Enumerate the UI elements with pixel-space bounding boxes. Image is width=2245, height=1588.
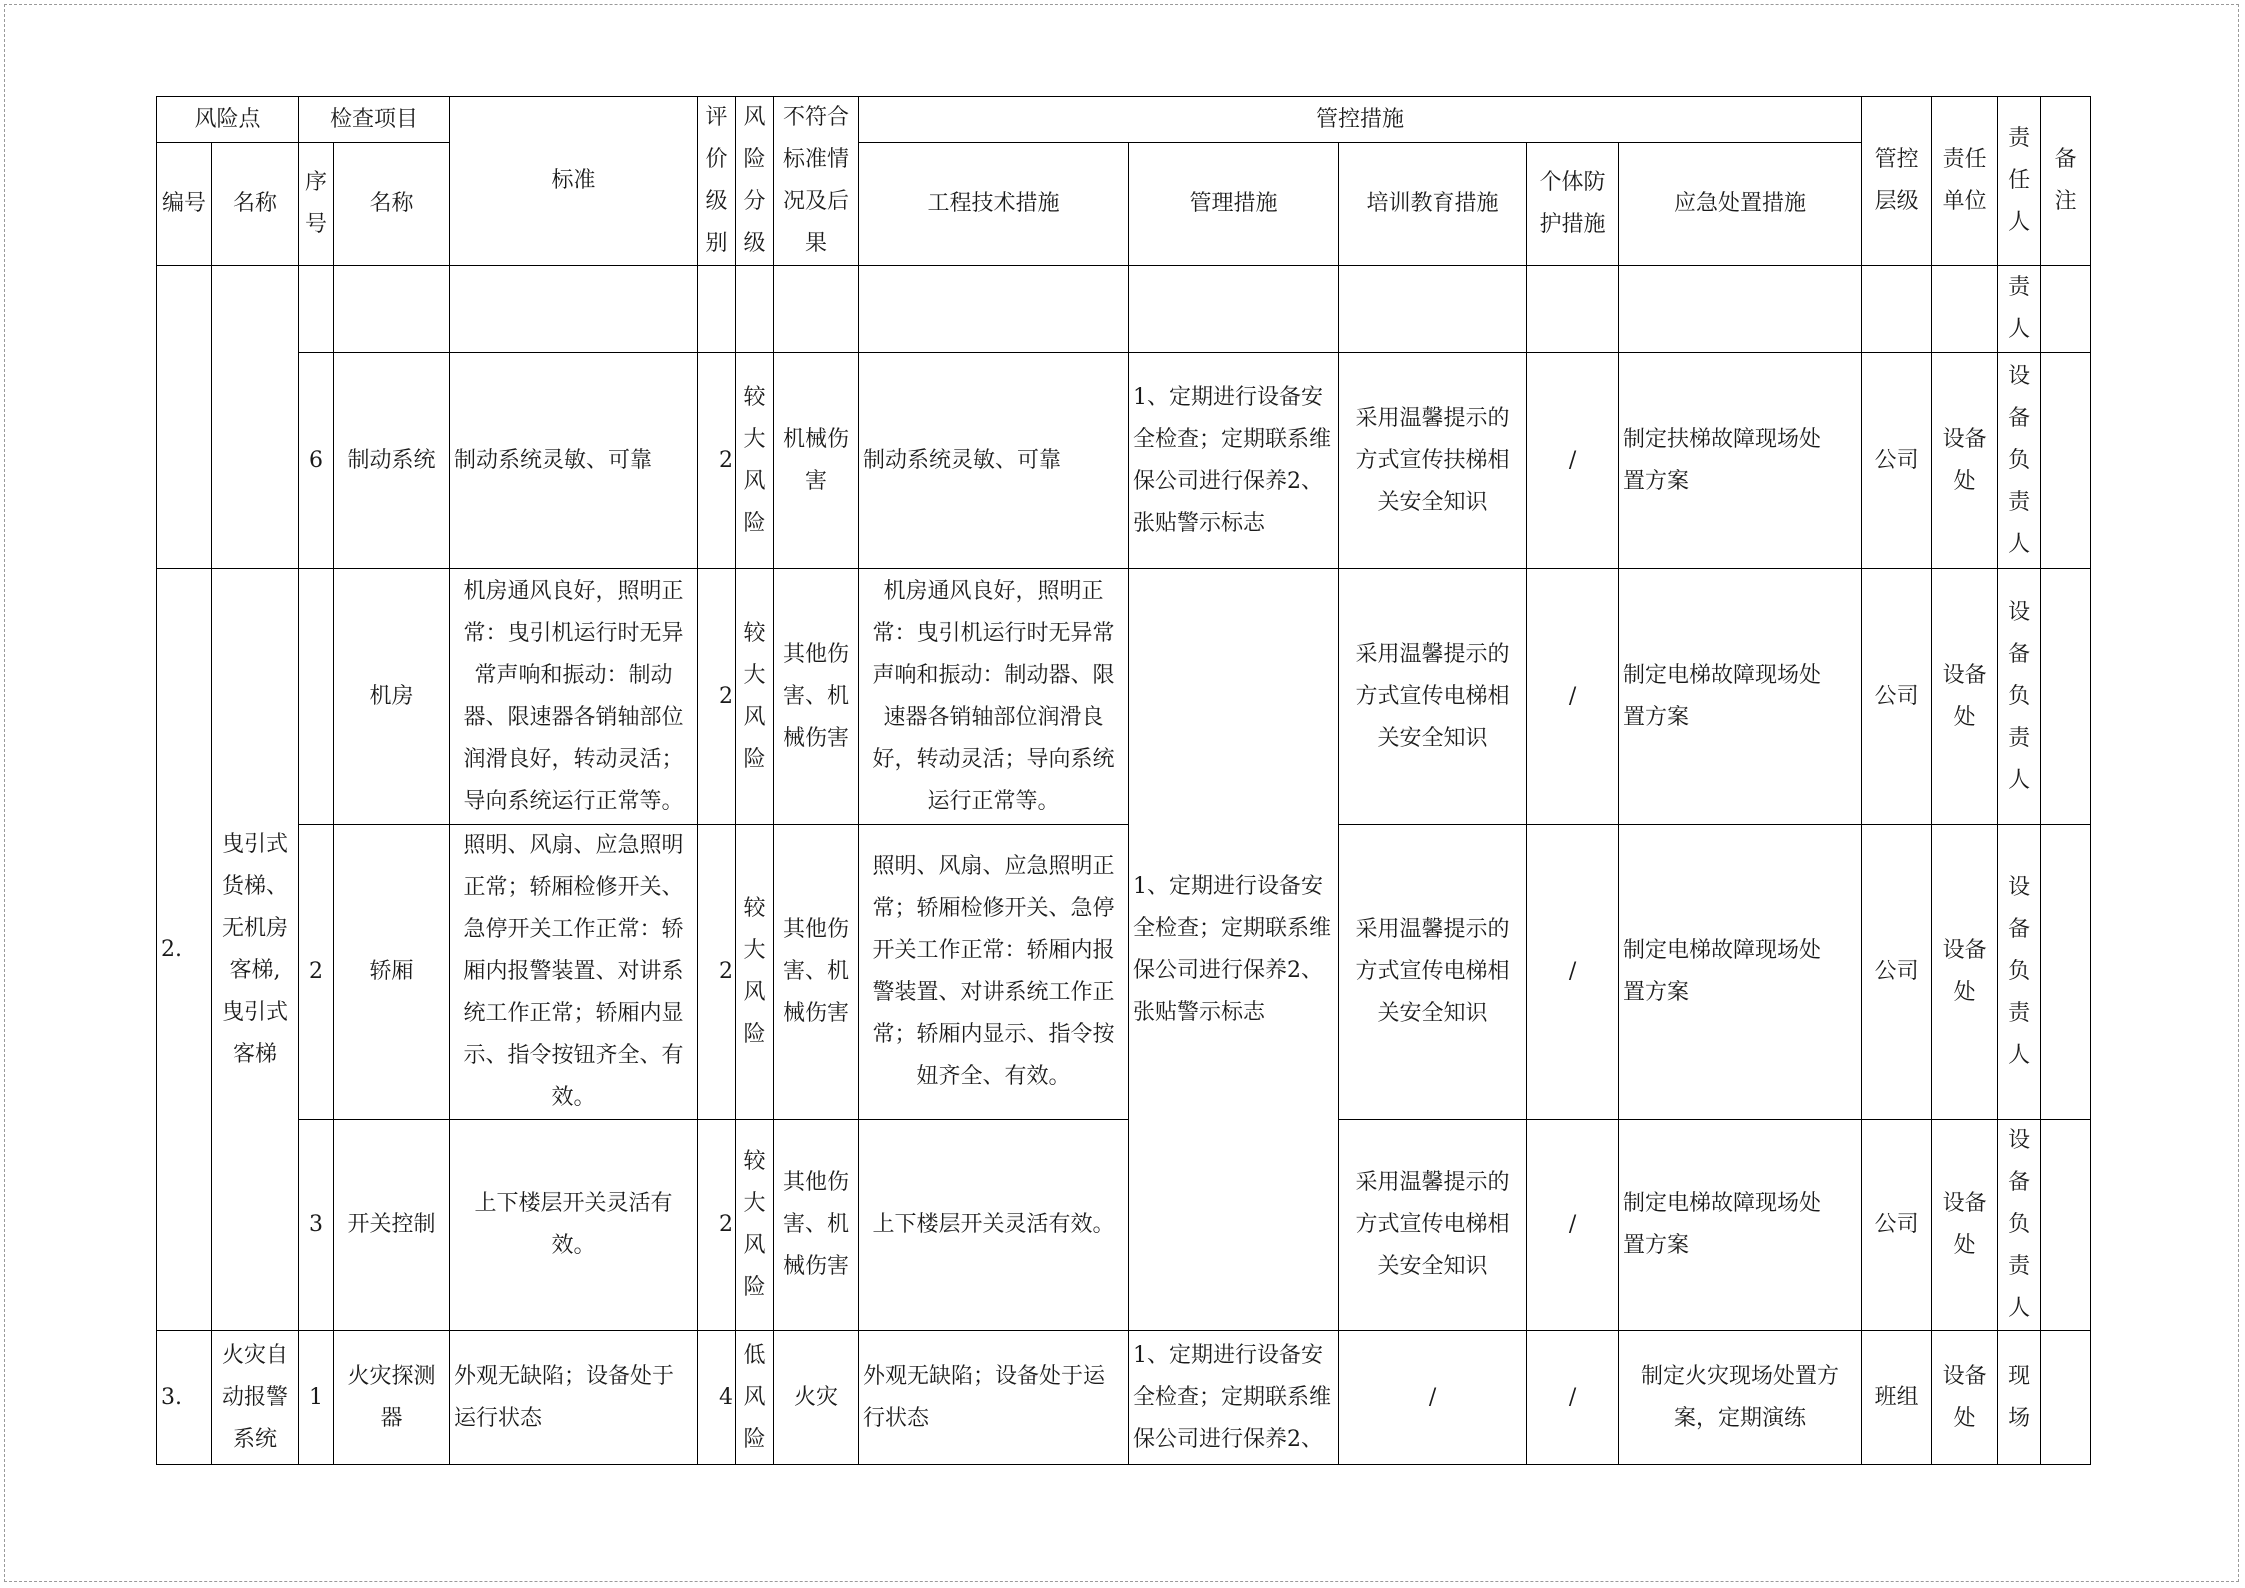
training-cell: 采用温馨提示的 方式宣传扶梯相 关安全知识 [1339,353,1527,569]
training-cell: / [1339,1331,1527,1465]
control-level-cell: 公司 [1862,825,1932,1120]
item-name-cell: 火灾探测 器 [334,1331,450,1465]
level-cell: 2 [698,825,736,1120]
resp-unit-cell: 设备 处 [1932,1331,1998,1465]
table-row [157,353,2091,569]
nonconform-cell: 其他伤 害、机 械伤害 [774,1120,859,1331]
eng-tech-cell: 机房通风良好，照明正 常：曳引机运行时无异常 声响和振动：制动器、限 速器各销轴部位润滑良 好，转动灵活；导向系统 运行正常等。 [859,569,1129,825]
header-resp-person: 责 任 人 [1998,97,2041,266]
resp-person-cell: 现 场 [1998,1331,2041,1465]
ppe-cell: / [1527,825,1619,1120]
table-row [157,266,2091,353]
training-cell: 采用温馨提示的 方式宣传电梯相 关安全知识 [1339,1120,1527,1331]
header-remark: 备 注 [2041,97,2091,266]
resp-unit-cell: 设备 处 [1932,1120,1998,1331]
cell-empty [1619,266,1862,353]
cell-empty [1862,266,1932,353]
group-1-name [212,266,299,569]
risk-control-table [156,96,2091,1465]
ppe-cell: / [1527,1331,1619,1465]
eng-tech-cell: 上下楼层开关灵活有效。 [859,1120,1129,1331]
cell-empty [334,266,450,353]
header-nonconform: 不符合 标准情 况及后 果 [774,97,859,266]
level-cell: 4 [698,1331,736,1465]
control-level-cell: 公司 [1862,569,1932,825]
risk-class-cell: 较 大 风 险 [736,353,774,569]
emergency-cell: 制定扶梯故障现场处 置方案 [1619,353,1862,569]
ppe-cell: / [1527,1120,1619,1331]
eng-tech-cell: 照明、风扇、应急照明正 常；轿厢检修开关、急停 开关工作正常：轿厢内报 警装置、对讲系统工作正 常；轿厢内显示、指令按 妞齐全、有效。 [859,825,1129,1120]
nonconform-cell: 机械伤 害 [774,353,859,569]
seq-cell [299,569,334,825]
header-no: 编号 [157,143,212,266]
resp-unit-cell: 设备 处 [1932,353,1998,569]
standard-cell: 制动系统灵敏、可靠 [450,353,698,569]
seq-cell: 1 [299,1331,334,1465]
emergency-cell: 制定火灾现场处置方 案，定期演练 [1619,1331,1862,1465]
control-level-cell: 公司 [1862,1120,1932,1331]
header-row-1 [157,97,2091,143]
seq-cell: 3 [299,1120,334,1331]
header-row-2 [157,143,2091,266]
standard-cell: 机房通风良好，照明正 常：曳引机运行时无异 常声响和振动：制动 器、限速器各销轴部位 润滑良好，转动灵活； 导向系统运行正常等。 [450,569,698,825]
header-standard: 标准 [450,97,698,266]
resp-person-cell: 责 人 [1998,266,2041,353]
standard-cell: 外观无缺陷；设备处于 运行状态 [450,1331,698,1465]
remark-cell [2041,825,2091,1120]
remark-cell [2041,1331,2091,1465]
header-name: 名称 [212,143,299,266]
cell-empty [1527,266,1619,353]
header-emergency: 应急处置措施 [1619,143,1862,266]
item-name-cell: 机房 [334,569,450,825]
header-resp-unit: 责任 单位 [1932,97,1998,266]
header-eval-level: 评 价 级 别 [698,97,736,266]
management-cell: 1、定期进行设备安 全检查；定期联系维 保公司进行保养2、 张贴警示标志 [1129,353,1339,569]
remark-cell [2041,569,2091,825]
seq-cell: 2 [299,825,334,1120]
cell-empty [774,266,859,353]
item-name-cell: 开关控制 [334,1120,450,1331]
emergency-cell: 制定电梯故障现场处 置方案 [1619,1120,1862,1331]
resp-unit-cell: 设备 处 [1932,825,1998,1120]
nonconform-cell: 其他伤 害、机 械伤害 [774,825,859,1120]
nonconform-cell: 其他伤 害、机 械伤害 [774,569,859,825]
cell-empty [1339,266,1527,353]
resp-person-cell: 设 备 负 责 人 [1998,1120,2041,1331]
cell-empty [450,266,698,353]
eng-tech-cell: 制动系统灵敏、可靠 [859,353,1129,569]
remark-cell [2041,353,2091,569]
management-cell: 1、定期进行设备安 全检查；定期联系维 保公司进行保养2、 [1129,1331,1339,1465]
group-2-name: 曳引式 货梯、 无机房 客梯, 曳引式 客梯 [212,569,299,1331]
group-3-no: 3. [157,1331,212,1465]
table-row [157,1331,2091,1465]
header-item-name: 名称 [334,143,450,266]
header-control-measures: 管控措施 [859,97,1862,143]
standard-cell: 上下楼层开关灵活有 效。 [450,1120,698,1331]
resp-person-cell: 设 备 负 责 人 [1998,825,2041,1120]
header-eng-tech: 工程技术措施 [859,143,1129,266]
emergency-cell: 制定电梯故障现场处 置方案 [1619,825,1862,1120]
level-cell: 2 [698,569,736,825]
item-name-cell: 制动系统 [334,353,450,569]
group-2-no: 2. [157,569,212,1331]
level-cell: 2 [698,353,736,569]
standard-cell: 照明、风扇、应急照明 正常；轿厢检修开关、 急停开关工作正常：轿 厢内报警装置、对讲系 统工作正常；轿厢内显 示、指令按钮齐全、有 效。 [450,825,698,1120]
resp-person-cell: 设 备 负 责 人 [1998,569,2041,825]
header-check-items: 检查项目 [299,97,450,143]
header-management: 管理措施 [1129,143,1339,266]
control-level-cell: 公司 [1862,353,1932,569]
remark-cell [2041,1120,2091,1331]
level-cell: 2 [698,1120,736,1331]
cell-empty [698,266,736,353]
group-3-name: 火灾自 动报警 系统 [212,1331,299,1465]
cell-empty [1129,266,1339,353]
header-ppe: 个体防 护措施 [1527,143,1619,266]
group-2-management-cell: 1、定期进行设备安 全检查；定期联系维 保公司进行保养2、 张贴警示标志 [1129,569,1339,1331]
cell-empty [1932,266,1998,353]
ppe-cell: / [1527,569,1619,825]
header-control-level: 管控 层级 [1862,97,1932,266]
risk-class-cell: 较 大 风 险 [736,825,774,1120]
ppe-cell: / [1527,353,1619,569]
training-cell: 采用温馨提示的 方式宣传电梯相 关安全知识 [1339,569,1527,825]
risk-class-cell: 较 大 风 险 [736,1120,774,1331]
risk-class-cell: 较 大 风 险 [736,569,774,825]
cell-empty [299,266,334,353]
nonconform-cell: 火灾 [774,1331,859,1465]
seq-cell: 6 [299,353,334,569]
header-risk-point: 风险点 [157,97,299,143]
header-risk-class: 风 险 分 级 [736,97,774,266]
header-training: 培训教育措施 [1339,143,1527,266]
remark-cell [2041,266,2091,353]
resp-unit-cell: 设备 处 [1932,569,1998,825]
training-cell: 采用温馨提示的 方式宣传电梯相 关安全知识 [1339,825,1527,1120]
cell-empty [859,266,1129,353]
emergency-cell: 制定电梯故障现场处 置方案 [1619,569,1862,825]
control-level-cell: 班组 [1862,1331,1932,1465]
header-seq: 序 号 [299,143,334,266]
table-row [157,1120,2091,1331]
resp-person-cell: 设 备 负 责 人 [1998,353,2041,569]
risk-class-cell: 低 风 险 [736,1331,774,1465]
table-row [157,569,2091,825]
table-row [157,825,2091,1120]
cell-empty [736,266,774,353]
group-1-no [157,266,212,569]
eng-tech-cell: 外观无缺陷；设备处于运 行状态 [859,1331,1129,1465]
item-name-cell: 轿厢 [334,825,450,1120]
